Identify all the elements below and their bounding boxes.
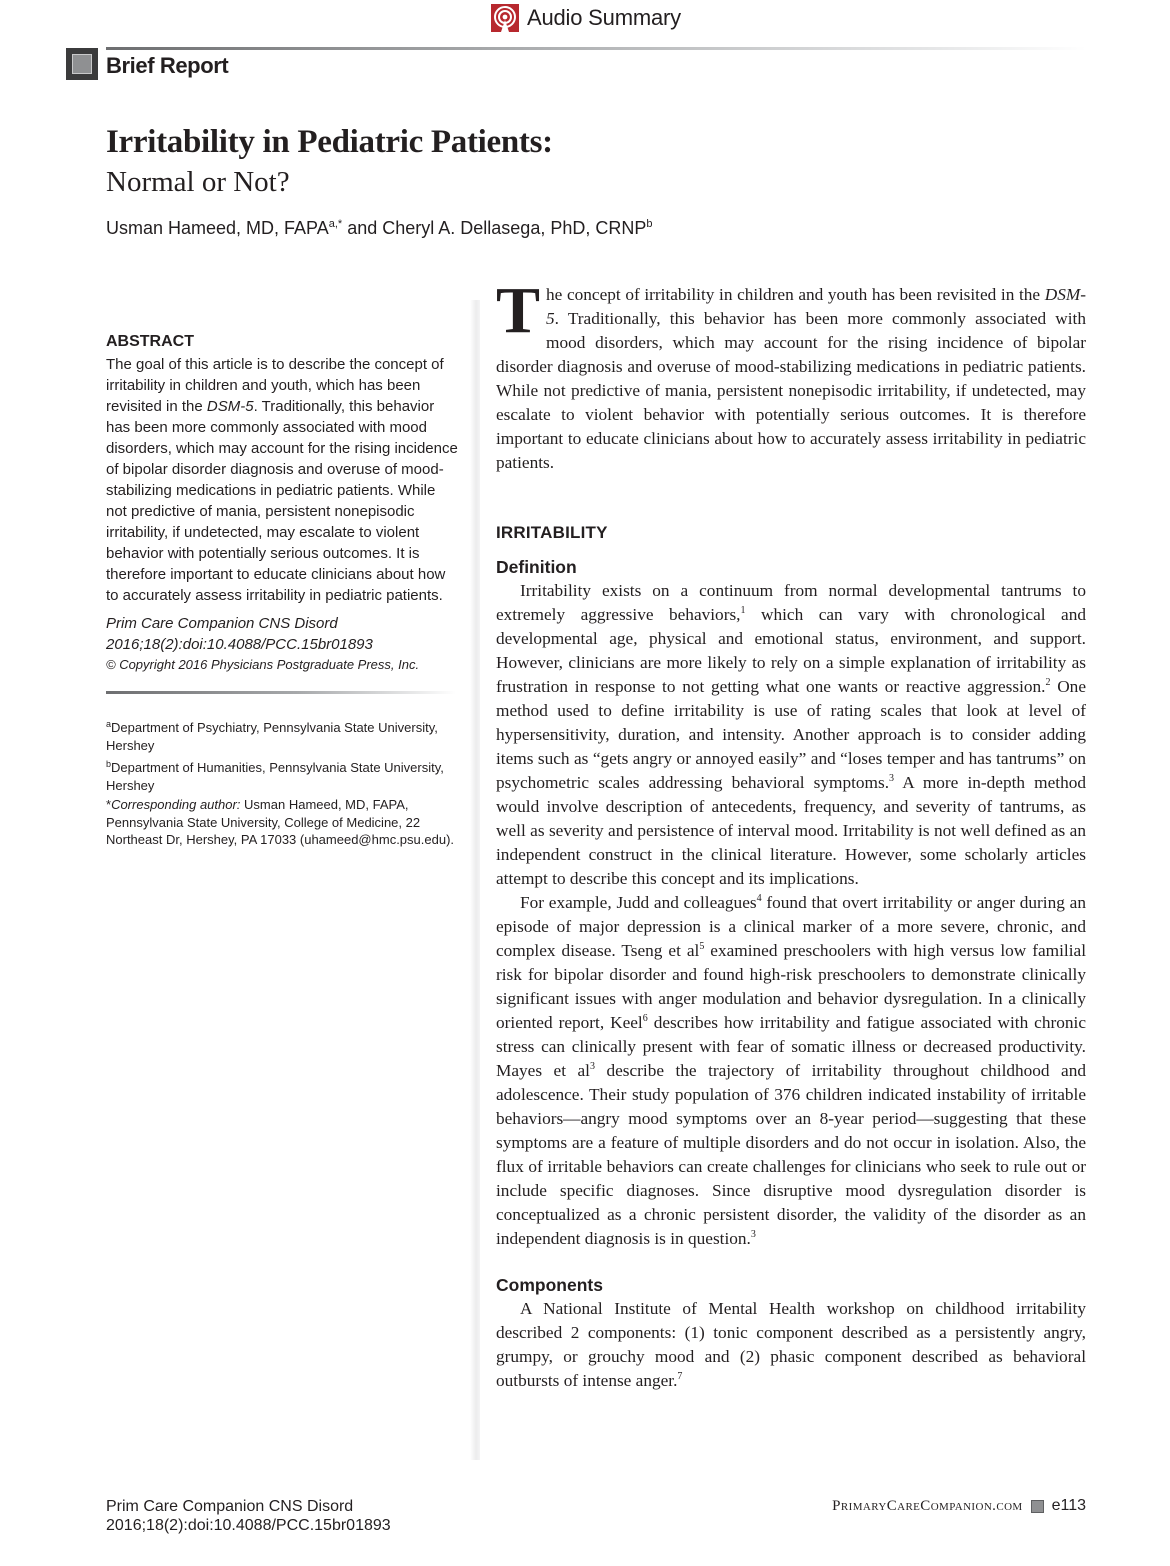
subheading-definition: Definition bbox=[496, 557, 577, 577]
affiliations bbox=[106, 716, 458, 849]
text: For example, Judd and colleagues bbox=[520, 893, 757, 912]
reference-link[interactable]: 3 bbox=[889, 773, 895, 784]
subheading-components: Components bbox=[496, 1275, 603, 1295]
author-name: Usman Hameed, MD, FAPA bbox=[106, 218, 329, 238]
abstract-column bbox=[106, 333, 458, 851]
intro-text: he concept of irritability in children and youth has been revisited in the bbox=[546, 285, 1045, 304]
article-body bbox=[496, 274, 1086, 1393]
reference-link[interactable]: 4 bbox=[756, 893, 762, 904]
affiliation-text: Department of Psychiatry, Pennsylvania State University, Hershey bbox=[106, 720, 438, 753]
text: One method used to define irritability is use of rating scales that look at level of hypersensitivity, duration, and intensity. Another approach is to consider adding items such as “gets angry or annoyed easily” and “loses temper and has tantrums” on psychometric scales addressing behavioral symptoms. bbox=[496, 677, 1086, 792]
reference-link[interactable]: 1 bbox=[740, 605, 746, 616]
definition-paragraph-2 bbox=[496, 891, 1086, 1251]
article-subtitle: Normal or Not? bbox=[106, 166, 290, 198]
text: which can vary with chronological and developmental age, physical and emotional status, environment, and support. However, clinicians are more likely to rely on a simple explanation of irritability as frustration in response to not getting what one wants or reactive aggression. bbox=[496, 605, 1086, 696]
affiliation-a bbox=[106, 716, 458, 754]
author-line bbox=[106, 218, 652, 239]
page-number: e113 bbox=[1051, 1497, 1086, 1514]
abstract-heading: ABSTRACT bbox=[106, 333, 194, 350]
text: A National Institute of Mental Health workshop on childhood irritability described 2 components: (1) tonic component described as a persistently angry, grumpy, or grouchy mood and (2) phasic component described as behavioral outbursts of intense anger. bbox=[496, 1299, 1086, 1390]
text: found that overt irritability or anger during an episode of major depression is a clinical marker of a more severe, chronic, and complex disease. Tseng et al bbox=[496, 893, 1086, 960]
intro-text: . Traditionally, this behavior has been more commonly associated with mood disorders, which may account for the rising incidence of bipolar disorder diagnosis and overuse of mood-stabilizing medications in pediatric patients. While not predictive of mania, persistent nonepisodic irritability, if undetected, may escalate to violent behavior with potentially serious outcomes. It is therefore important to educate clinicians about how to accurately assess irritability in pediatric patients. bbox=[496, 309, 1086, 472]
drop-cap: T bbox=[496, 274, 541, 347]
abstract-text bbox=[106, 354, 458, 606]
footer-citation bbox=[106, 1497, 391, 1535]
author-name: Cheryl A. Dellasega, PhD, CRNP bbox=[382, 218, 647, 238]
affiliation-mark: b bbox=[106, 759, 112, 769]
abstract-citation bbox=[106, 613, 458, 655]
footer-right bbox=[832, 1497, 1086, 1515]
reference-link[interactable]: 7 bbox=[677, 1371, 683, 1382]
abstract-text-part: . Traditionally, this behavior has been more commonly associated with mood disorders, which may account for the rising incidence of bipolar disorder diagnosis and overuse of mood-stabilizing medications in pediatric patients. While not predictive of mania, persistent nonepisodic irritability, if undetected, may escalate to violent behavior with potentially serious outcomes. It is therefore important to educate clinicians about how to accurately assess irritability in pediatric patients. bbox=[106, 398, 458, 604]
author-affiliation-mark: a,* bbox=[328, 218, 343, 230]
intro-paragraph bbox=[496, 274, 1086, 475]
section-label: Brief Report bbox=[106, 53, 229, 78]
affiliation-text: Department of Humanities, Pennsylvania State University, Hershey bbox=[106, 760, 444, 793]
author-affiliation-mark: b bbox=[646, 218, 653, 230]
author-joiner: and bbox=[342, 218, 383, 238]
section-heading-irritability: IRRITABILITY bbox=[496, 523, 608, 542]
text: examined preschoolers with high versus low familial risk for bipolar disorder and found high-risk preschoolers to demonstrate clinically significant issues with anger modulation and behavior dysregulation. In a clinically oriented report, Keel bbox=[496, 941, 1086, 1032]
reference-link[interactable]: 2 bbox=[1045, 677, 1051, 688]
article-title: Irritability in Pediatric Patients: bbox=[106, 124, 553, 160]
audio-summary-label: Audio Summary bbox=[527, 5, 681, 30]
reference-link[interactable]: 6 bbox=[642, 1013, 648, 1024]
definition-paragraph-1 bbox=[496, 579, 1086, 891]
audio-broadcast-icon bbox=[491, 4, 519, 32]
footer-journal: Prim Care Companion CNS Disord bbox=[106, 1498, 354, 1515]
copyright-notice: © Copyright 2016 Physicians Postgraduate Press, Inc. bbox=[106, 657, 420, 672]
intro-dsm-italic: DSM-5 bbox=[546, 285, 1086, 328]
text: A more in-depth method would involve description of antecedents, frequency, and severity of tantrums, as well as severity and persistence of interval mood. Irritability is not well defined as an independent construct in the clinical literature. However, some scholarly articles attempt to describe this concept and its implications. bbox=[496, 773, 1086, 888]
text: describes how irritability and fatigue associated with chronic stress can clinically present with fear of somatic illness or decreased productivity. Mayes et al bbox=[496, 1013, 1086, 1080]
citation-journal: Prim Care Companion CNS Disord bbox=[106, 615, 338, 632]
reference-link[interactable]: 3 bbox=[750, 1229, 756, 1240]
column-separator bbox=[470, 300, 480, 1460]
corresponding-label: Corresponding author: bbox=[111, 797, 241, 812]
footer-separator-icon bbox=[1031, 1500, 1044, 1513]
text: Irritability exists on a continuum from normal developmental tantrums to extremely aggressive behaviors, bbox=[496, 581, 1086, 624]
header-divider bbox=[106, 47, 1086, 50]
abstract-text-part: The goal of this article is to describe the concept of irritability in children and youth, which has been revisited in the bbox=[106, 356, 444, 415]
footer-doi: 2016;18(2):doi:10.4088/PCC.15br01893 bbox=[106, 1517, 391, 1534]
corresponding-author bbox=[106, 796, 458, 849]
section-marker-icon bbox=[66, 48, 98, 80]
affiliation-mark: a bbox=[106, 719, 112, 729]
affiliation-b bbox=[106, 756, 458, 794]
abstract-dsm-italic: DSM-5 bbox=[206, 398, 254, 415]
components-paragraph-1 bbox=[496, 1297, 1086, 1393]
reference-link[interactable]: 3 bbox=[589, 1061, 595, 1072]
audio-summary-button[interactable] bbox=[491, 4, 681, 32]
corresponding-mark: * bbox=[106, 797, 112, 812]
corresponding-text: Usman Hameed, MD, FAPA, Pennsylvania State University, College of Medicine, 22 Northeast Dr, Hershey, PA 17033 (uhameed@hmc.psu.edu). bbox=[106, 797, 455, 847]
abstract-divider bbox=[106, 691, 456, 694]
text: describe the trajectory of irritability throughout childhood and adolescence. Their study population of 376 children indicated instability of irritable behaviors—angry mood symptoms over an 8-year period—suggesting that these symptoms are a feature of multiple disorders and do not occur in isolation. Also, the flux of irritable behaviors can create challenges for clinicians who seek to rule out or include specific diagnoses. Since disruptive mood dysregulation disorder is conceptualized as a chronic persistent disorder, the validity of the disorder as an independent diagnosis is in question. bbox=[496, 1061, 1086, 1248]
reference-link[interactable]: 5 bbox=[699, 941, 705, 952]
footer-website-link[interactable]: PrimaryCareCompanion.com bbox=[832, 1497, 1023, 1514]
citation-doi[interactable]: 2016;18(2):doi:10.4088/PCC.15br01893 bbox=[106, 636, 373, 653]
